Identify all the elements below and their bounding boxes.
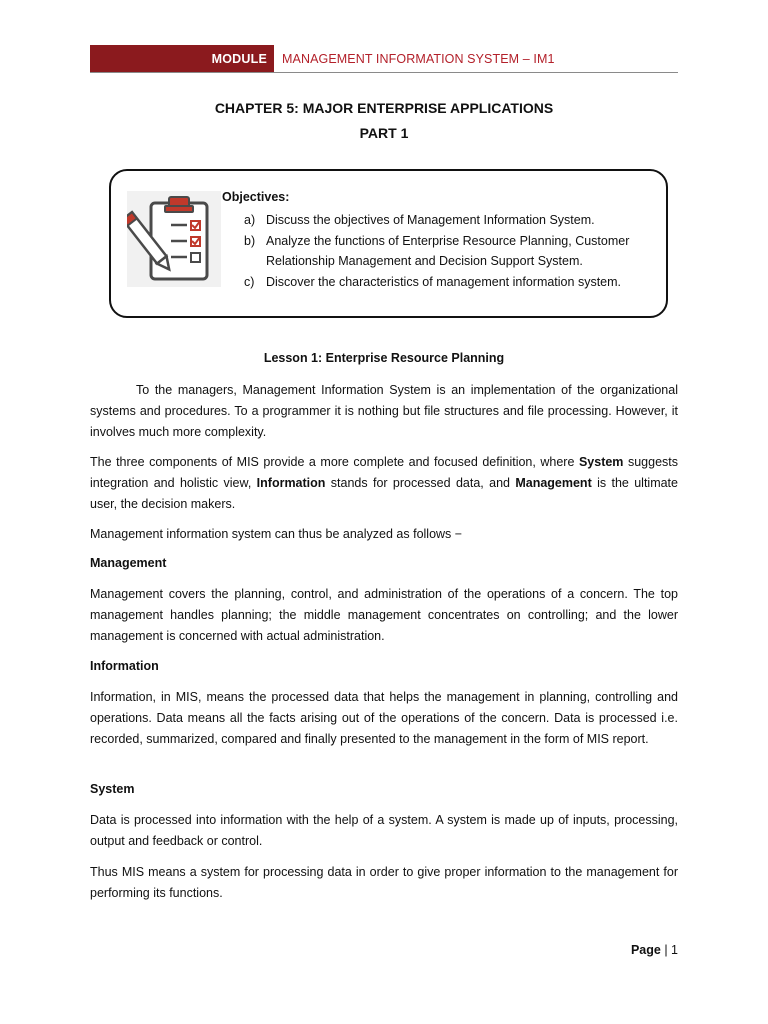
module-title: MANAGEMENT INFORMATION SYSTEM – IM1	[282, 51, 555, 66]
objective-text: Discover the characteristics of management information system.	[266, 274, 621, 289]
module-header	[90, 45, 678, 73]
components-paragraph: The three components of MIS provide a more complete and focused definition, where System suggests integration and holistic view, Information stands for processed data, and Management is the ultimate user, the decision makers.	[90, 455, 678, 511]
section-body-management: Management covers the planning, control, and administration of the operations of a concern. The top management handles planning; the middle management concentrates on controlling; and the lower management is concerned with actual administration.	[90, 587, 678, 643]
chapter-part: PART 1	[359, 125, 409, 141]
objective-text: Analyze the functions of Enterprise Resource Planning, Customer Relationship Management and Decision Support System.	[266, 233, 630, 268]
intro-paragraph: To the managers, Management Information System is an implementation of the organizational systems and procedures. To a programmer it is nothing but file structures and file processing. However, it involves much more complexity.	[90, 383, 678, 439]
module-label: MODULE	[90, 45, 274, 72]
chapter-title: CHAPTER 5: MAJOR ENTERPRISE APPLICATIONS	[214, 100, 554, 116]
objective-letter: c)	[244, 274, 255, 289]
page-separator: |	[660, 943, 672, 957]
section-heading-management: Management	[90, 556, 167, 570]
objective-item	[244, 231, 668, 272]
page-number: 1	[671, 943, 678, 957]
objectives-heading: Objectives:	[222, 190, 290, 204]
objective-text: Discuss the objectives of Management Information System.	[266, 213, 595, 227]
term-information: Information	[256, 476, 326, 490]
section-body-information: Information, in MIS, means the processed data that helps the management in planning, controlling and operations. Data means all the facts arising out of the operations of the concern. Data is processed i.e. recorded, summarized, compared and finally presented to the management in the form of MIS report.	[90, 690, 678, 746]
analyzed-paragraph: Management information system can thus be analyzed as follows −	[90, 527, 463, 541]
objective-letter: a)	[244, 213, 256, 227]
clipboard-checklist-icon	[127, 191, 221, 287]
lesson-title: Lesson 1: Enterprise Resource Planning	[263, 351, 505, 365]
section-heading-system: System	[90, 782, 135, 796]
page-label: Page	[630, 943, 661, 957]
objective-letter: b)	[244, 233, 256, 248]
term-management: Management	[515, 476, 592, 490]
section-heading-information: Information	[90, 659, 159, 673]
term-system: System	[578, 455, 624, 469]
conclusion-paragraph: Thus MIS means a system for processing data in order to give proper information to the management for performing its functions.	[90, 865, 678, 900]
objectives-list	[244, 210, 668, 292]
page-footer	[631, 943, 678, 957]
objective-item	[244, 272, 668, 293]
objective-item	[244, 210, 668, 231]
section-body-system: Data is processed into information with the help of a system. A system is made up of inputs, processing, output and feedback or control.	[90, 813, 678, 848]
